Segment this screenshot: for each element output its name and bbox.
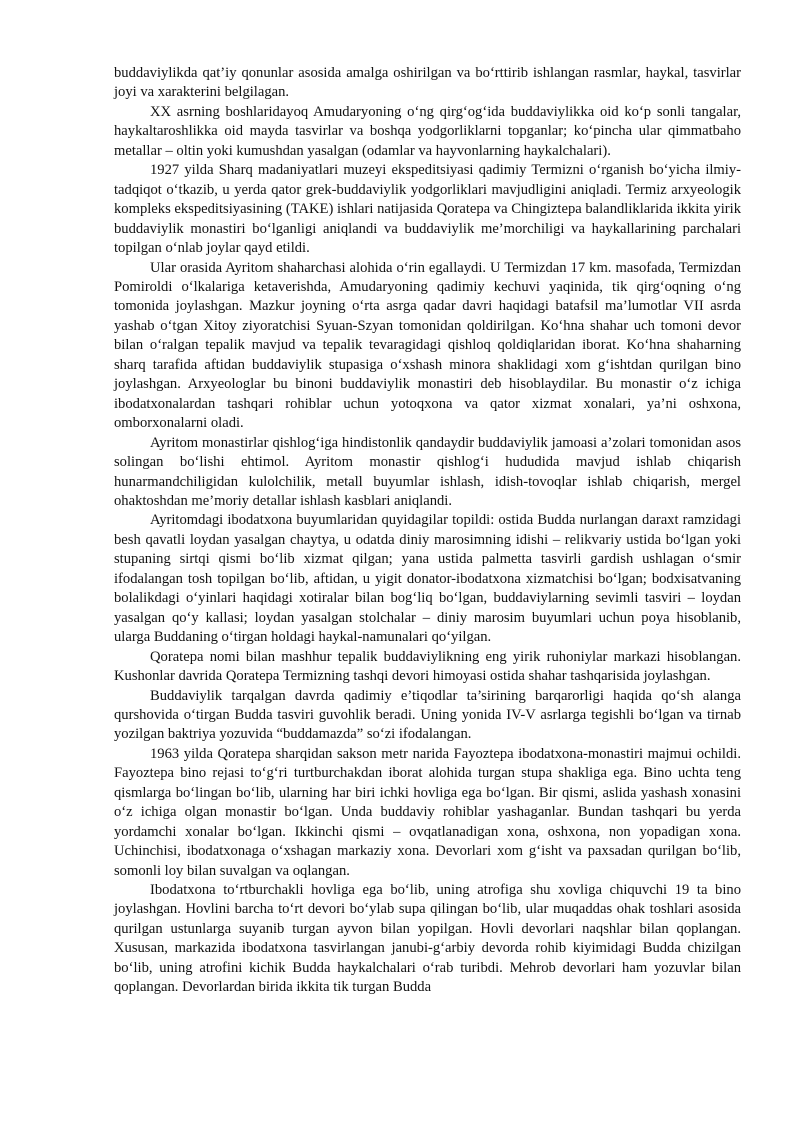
document-page xyxy=(114,64,741,998)
paragraph-10: Ibodatxona to‘rtburchakli hovliga ega bo‘lib, uning atrofiga shu xovliga chiquvchi 19 ta bino joylashgan. Hovlini barcha to‘rt devori bo‘ylab supa qilingan bo‘lib, ular muqaddas ohak toshlari asosida qurilgan ustunlarga suyanib turgan ayvon bilan yopilgan. Hovli devorlari naqshlar bilan qoplangan. Xususan, markazida ibodatxona tasvirlangan janubi-g‘arbiy devorda rohib kiyimidagi Budda chizilgan bo‘lib, uning atrofini kichik Budda haykalchalari o‘rab turibdi. Mehrob devorlari ham yozuvlar bilan qoplangan. Devorlardan birida ikkita tik turgan Budda xyxy=(114,882,741,996)
paragraph-6: Ayritomdagi ibodatxona buyumlaridan quyidagilar topildi: ostida Budda nurlangan daraxt ramzidagi besh qavatli loydan yasalgan chaytya, u odatda diniy marosimning idishi – relikvariy ustida bo‘lgan yoki stupaning sirtqi qismi bo‘lib xizmat qilgan; yana ustida palmetta tasvirli gardish ushlagan o‘smir ifodalangan tosh topilgan bo‘lib, aftidan, u yigit donator-ibodatxona xizmatchisi bo‘lgan; bodxisatvaning bolalikdagi o‘yinlari haqidagi xotiralar bilan bog‘liq bo‘lgan, buddaviylarning sevimli tasviri – loydan yasalgan qo‘y kallasi; loydan yasalgan stolchalar – diniy marosim buyumlari uchun poya hisoblanib, ularga Buddaning o‘tirgan holdagi haykal-namunalari qo‘yilgan. xyxy=(114,512,741,646)
paragraph-7: Qoratepa nomi bilan mashhur tepalik buddaviylikning eng yirik ruhoniylar markazi hisoblangan. Kushonlar davrida Qoratepa Termizning tashqi devori himoyasi ostida shahar tashqarisida joylashgan. xyxy=(114,648,741,685)
paragraph-1: buddaviylikda qat’iy qonunlar asosida amalga oshirilgan va bo‘rttirib ishlangan rasmlar, haykal, tasvirlar joyi va xarakterini belgilagan. xyxy=(114,65,741,101)
paragraph-4: Ular orasida Ayritom shaharchasi alohida o‘rin egallaydi. U Termizdan 17 km. masofada, Termizdan Pomiroldi o‘lkalariga ketaverishda, Amudaryoning qadimiy kechuvi yaqinida, tik qirg‘oqning o‘ng tomonida joylashgan. Mazkur joyning o‘rta asrga qadar davri haqidagi batafsil ma’lumotlar VII asrda yashab o‘tgan Xitoy ziyoratchisi Syuan-Szyan tomonidan qoldirilgan. Ko‘hna shahar uch tomoni devor bilan o‘ralgan tepalik mavjud va tepalik tevaragidagi qishloq qoldiqlaridan iborat. Ko‘hna shaharning sharq tarafida aftidan buddaviylik stupasiga o‘xshash minora shaklidagi xom g‘ishtdan qurilgan bino joylashgan. Arxyeologlar bu binoni buddaviylik monastiri deb hisoblaydilar. Bu monastir o‘z ichiga ibodatxonalardan tashqari rohiblar uchun yotoqxona va qator xizmat xonalari, ya’ni oshxona, omborxonalarni oladi. xyxy=(114,259,741,432)
paragraph-2: XX asrning boshlaridayoq Amudaryoning o‘ng qirg‘og‘ida buddaviylikka oid ko‘p sonli tangalar, haykaltaroshlikka oid mayda tasvirlar va boshqa yodgorliklarni topganlar; ko‘pincha ular qimmatbaho metallar – oltin yoki kumushdan yasalgan (odamlar va hayvonlarning haykalchalari). xyxy=(114,103,741,159)
paragraph-5: Ayritom monastirlar qishlog‘iga hindistonlik qandaydir buddaviylik jamoasi a’zolari tomonidan asos solingan bo‘lishi ehtimol. Ayritom monastir qishlog‘i hududida mavjud ishlab chiqarish hunarmandchiligidan kulolchilik, metall buyumlar ishlash, idish-tovoqlar ishlab chiqarish, mergel ohaktoshdan me’moriy detallar ishlash kasblari aniqlandi. xyxy=(114,434,741,509)
paragraph-8: Buddaviylik tarqalgan davrda qadimiy e’tiqodlar ta’sirining barqarorligi haqida qo‘sh alanga qurshovida o‘tirgan Budda tasviri guvohlik beradi. Uning yonida IV-V asrlarga tegishli bo‘lgan va tirnab yozilgan baktriya yozuvida “buddamazda” so‘zi ifodalangan. xyxy=(114,687,741,743)
paragraph-9: 1963 yilda Qoratepa sharqidan sakson metr narida Fayoztepa ibodatxona-monastiri majmui ochildi. Fayoztepa bino rejasi to‘g‘ri turtburchakdan iborat alohida turgan stupa shakliga ega. Bino uchta teng qismlarga bo‘lingan bo‘lib, ularning har biri ichki hovliga ega bo‘lgan. Bir qismi, aslida yashash xonasini o‘z ichiga olgan monastir bo‘lgan. Unda buddaviy rohiblar yashaganlar. Bundan tashqari bu yerda yordamchi xonalar bo‘lgan. Ikkinchi qismi – ovqatlanadigan xona, oshxona, non yopadigan xona. Uchinchisi, ibodatxonaga o‘xshagan markaziy xona. Devorlari xom g‘isht va paxsadan qurilgan bo‘lib, somonli loy bilan suvalgan va oqlangan. xyxy=(114,745,741,879)
paragraph-3: 1927 yilda Sharq madaniyatlari muzeyi ekspeditsiyasi qadimiy Termizni o‘rganish bo‘yicha ilmiy-tadqiqot o‘tkazib, u yerda qator grek-buddaviylik yodgorliklari mavjudligini aniqladi. Termiz arxyeologik kompleks ekspeditsiyasining (TAKE) ishlari natijasida Qoratepa va Chingiztepa balandliklarida ikkita yirik buddaviylik monastiri bo‘lganligi aniqlandi va buddaviylik me’morchiligi va haykallarining parchalari topilgan o‘nlab joylar qayd etildi. xyxy=(114,162,742,257)
